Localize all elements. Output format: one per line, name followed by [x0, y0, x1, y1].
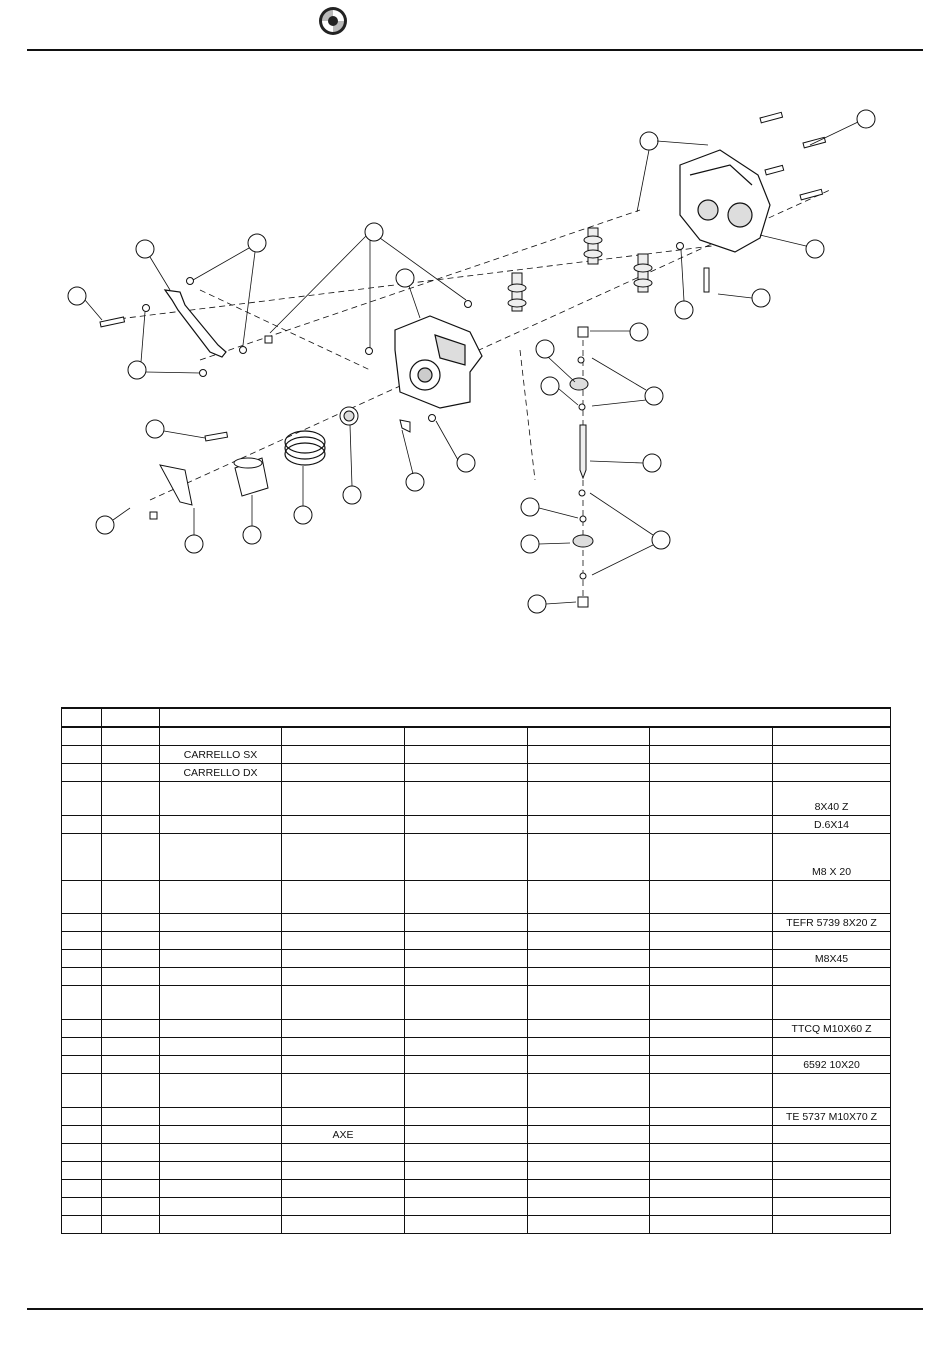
table-cell	[160, 1144, 282, 1162]
table-cell	[773, 1038, 891, 1056]
table-cell	[160, 1162, 282, 1180]
header-cell	[62, 708, 102, 727]
table-cell	[160, 1020, 282, 1038]
table-cell	[528, 1198, 650, 1216]
cell-text: 8X40 Z	[814, 801, 849, 813]
table-row	[62, 746, 891, 764]
table-cell	[405, 1056, 528, 1074]
shaft-icon	[508, 228, 652, 478]
table-cell	[650, 1162, 773, 1180]
table-cell	[528, 746, 650, 764]
table-cell	[102, 1038, 160, 1056]
table-cell	[528, 816, 650, 834]
cell-text: TE 5737 M10X70 Z	[785, 1111, 878, 1123]
table-row	[62, 834, 891, 881]
table-cell	[282, 727, 405, 746]
cell-text: AXE	[332, 1129, 354, 1141]
table-cell	[160, 932, 282, 950]
table-row	[62, 986, 891, 1020]
table-cell	[773, 1056, 891, 1074]
table-cell	[102, 932, 160, 950]
table-cell	[405, 914, 528, 932]
table-cell	[650, 1144, 773, 1162]
table-cell	[102, 1126, 160, 1144]
cell-text: TEFR 5739 8X20 Z	[786, 917, 877, 929]
table-cell	[62, 816, 102, 834]
table-cell	[405, 1038, 528, 1056]
table-cell	[102, 968, 160, 986]
table-cell	[528, 764, 650, 782]
table-cell	[528, 914, 650, 932]
table-cell	[62, 986, 102, 1020]
table-cell	[282, 1144, 405, 1162]
table-cell	[773, 1108, 891, 1126]
table-row	[62, 1038, 891, 1056]
table-cell	[282, 1162, 405, 1180]
table-row	[62, 968, 891, 986]
gearbox-housing-icon	[395, 316, 482, 408]
table-cell	[650, 1038, 773, 1056]
table-cell	[650, 782, 773, 816]
table-cell	[528, 1216, 650, 1234]
table-cell	[773, 746, 891, 764]
table-cell	[773, 1126, 891, 1144]
table-cell	[773, 1020, 891, 1038]
table-cell	[405, 950, 528, 968]
table-row	[62, 1216, 891, 1234]
table-cell	[405, 1144, 528, 1162]
header-rule	[27, 49, 923, 51]
table-cell	[650, 950, 773, 968]
table-row	[62, 1020, 891, 1038]
table-cell	[160, 782, 282, 816]
table-cell	[773, 1198, 891, 1216]
table-cell	[62, 1162, 102, 1180]
table-cell	[650, 1198, 773, 1216]
table-cell	[102, 1198, 160, 1216]
table-cell	[405, 1074, 528, 1108]
table-cell	[102, 914, 160, 932]
table-cell	[282, 1056, 405, 1074]
table-cell	[405, 746, 528, 764]
table-cell	[62, 1144, 102, 1162]
table-cell	[160, 950, 282, 968]
table-cell	[650, 986, 773, 1020]
table-cell	[62, 764, 102, 782]
table-cell	[102, 764, 160, 782]
table-cell	[528, 968, 650, 986]
table-cell	[160, 881, 282, 914]
table-cell	[650, 834, 773, 881]
table-cell	[650, 727, 773, 746]
table-cell	[62, 1038, 102, 1056]
cell-text: TTCQ M10X60 Z	[791, 1023, 872, 1035]
table-cell	[405, 816, 528, 834]
table-cell	[102, 834, 160, 881]
table-cell	[282, 1038, 405, 1056]
table-cell	[160, 1216, 282, 1234]
table-cell	[405, 1020, 528, 1038]
table-cell	[773, 1216, 891, 1234]
table-cell	[62, 1108, 102, 1126]
table-cell	[62, 914, 102, 932]
table-cell	[62, 1126, 102, 1144]
table-cell	[160, 764, 282, 782]
table-cell	[650, 746, 773, 764]
table-cell	[528, 1162, 650, 1180]
table-cell	[62, 782, 102, 816]
table-cell	[528, 782, 650, 816]
table-header-row	[62, 708, 891, 727]
table-row	[62, 816, 891, 834]
table-cell	[528, 986, 650, 1020]
table-cell	[773, 986, 891, 1020]
table-cell	[102, 782, 160, 816]
table-cell	[405, 1216, 528, 1234]
table-cell	[650, 816, 773, 834]
footer-rule	[27, 1308, 923, 1310]
cell-text: D.6X14	[814, 819, 850, 831]
table-cell	[102, 1020, 160, 1038]
table-cell	[405, 782, 528, 816]
table-cell	[282, 950, 405, 968]
table-cell	[62, 1198, 102, 1216]
header-cell	[160, 708, 891, 727]
table-cell	[160, 1198, 282, 1216]
table-cell	[62, 746, 102, 764]
table-cell	[650, 1180, 773, 1198]
table-cell	[102, 950, 160, 968]
table-row	[62, 782, 891, 816]
table-cell	[528, 932, 650, 950]
table-cell	[102, 881, 160, 914]
table-cell	[160, 834, 282, 881]
table-row	[62, 1198, 891, 1216]
table-cell	[282, 1020, 405, 1038]
table-cell	[282, 968, 405, 986]
table-cell	[282, 986, 405, 1020]
table-row	[62, 1144, 891, 1162]
table-cell	[773, 764, 891, 782]
table-cell	[160, 1056, 282, 1074]
table-row	[62, 1162, 891, 1180]
table-cell	[102, 746, 160, 764]
table-cell	[62, 881, 102, 914]
table-cell	[405, 1126, 528, 1144]
table-cell	[528, 881, 650, 914]
table-cell	[528, 1144, 650, 1162]
brand-spiral-logo-icon	[318, 6, 348, 36]
table-cell	[650, 1020, 773, 1038]
table-cell	[773, 1074, 891, 1108]
table-row	[62, 727, 891, 746]
table-cell	[62, 834, 102, 881]
table-cell	[773, 782, 891, 816]
table-cell	[282, 1180, 405, 1198]
table-row	[62, 1074, 891, 1108]
table-cell	[282, 1108, 405, 1126]
table-row	[62, 1180, 891, 1198]
table-cell	[405, 1180, 528, 1198]
table-cell	[282, 1126, 405, 1144]
cell-text: M8 X 20	[811, 866, 852, 878]
table-cell	[160, 1074, 282, 1108]
table-cell	[282, 782, 405, 816]
table-row	[62, 932, 891, 950]
table-cell	[102, 1180, 160, 1198]
table-cell	[102, 1162, 160, 1180]
table-cell	[773, 834, 891, 881]
table-cell	[650, 914, 773, 932]
table-cell	[773, 881, 891, 914]
table-cell	[102, 1144, 160, 1162]
table-cell	[282, 881, 405, 914]
table-cell	[62, 1074, 102, 1108]
table-cell	[528, 1108, 650, 1126]
table-cell	[282, 764, 405, 782]
table-cell	[160, 727, 282, 746]
table-cell	[282, 746, 405, 764]
table-cell	[405, 1108, 528, 1126]
table-cell	[62, 1020, 102, 1038]
table-row	[62, 881, 891, 914]
table-row	[62, 1126, 891, 1144]
table-cell	[773, 950, 891, 968]
table-cell	[650, 1056, 773, 1074]
table-cell	[160, 1180, 282, 1198]
table-cell	[528, 1126, 650, 1144]
table-cell	[528, 950, 650, 968]
table-cell	[102, 1108, 160, 1126]
table-cell	[282, 914, 405, 932]
table-cell	[528, 834, 650, 881]
table-cell	[102, 1074, 160, 1108]
table-cell	[62, 968, 102, 986]
cell-text: M8X45	[814, 953, 849, 965]
table-cell	[282, 834, 405, 881]
table-cell	[282, 1074, 405, 1108]
nut-icon	[150, 336, 586, 579]
header-cell	[102, 708, 160, 727]
table-cell	[528, 727, 650, 746]
carriage-housing-icon	[680, 150, 770, 252]
table-cell	[282, 1198, 405, 1216]
table-row	[62, 950, 891, 968]
pin-icon	[160, 420, 410, 505]
table-cell	[528, 1020, 650, 1038]
table-cell	[282, 1216, 405, 1234]
table-cell	[650, 968, 773, 986]
table-cell	[773, 1162, 891, 1180]
table-cell	[405, 932, 528, 950]
table-cell	[650, 764, 773, 782]
table-cell	[160, 1038, 282, 1056]
table-cell	[773, 727, 891, 746]
table-cell	[773, 914, 891, 932]
table-cell	[650, 932, 773, 950]
table-cell	[282, 932, 405, 950]
table-cell	[405, 1198, 528, 1216]
table-cell	[160, 746, 282, 764]
bracket-icon	[165, 290, 226, 357]
table-cell	[650, 1126, 773, 1144]
table-cell	[62, 932, 102, 950]
table-cell	[773, 968, 891, 986]
exploded-parts-diagram	[0, 90, 950, 650]
table-cell	[102, 816, 160, 834]
table-cell	[405, 986, 528, 1020]
table-cell	[528, 1038, 650, 1056]
table-cell	[62, 950, 102, 968]
table-cell	[650, 1108, 773, 1126]
cell-text: CARRELLO SX	[183, 749, 258, 761]
table-cell	[528, 1056, 650, 1074]
table-cell	[650, 1216, 773, 1234]
table-cell	[160, 986, 282, 1020]
table-cell	[650, 1074, 773, 1108]
table-row	[62, 914, 891, 932]
table-cell	[405, 764, 528, 782]
table-cell	[62, 1216, 102, 1234]
cell-text: CARRELLO DX	[183, 767, 258, 779]
table-cell	[773, 816, 891, 834]
table-cell	[102, 1056, 160, 1074]
table-cell	[160, 1108, 282, 1126]
table-cell	[528, 1074, 650, 1108]
parts-table	[61, 707, 891, 1234]
table-cell	[62, 1180, 102, 1198]
table-cell	[405, 881, 528, 914]
table-cell	[405, 727, 528, 746]
table-cell	[405, 968, 528, 986]
table-cell	[282, 816, 405, 834]
table-cell	[62, 1056, 102, 1074]
table-cell	[528, 1180, 650, 1198]
table-row	[62, 1108, 891, 1126]
table-row	[62, 764, 891, 782]
table-cell	[160, 1126, 282, 1144]
table-cell	[102, 986, 160, 1020]
table-cell	[773, 932, 891, 950]
table-cell	[405, 834, 528, 881]
table-cell	[773, 1144, 891, 1162]
table-cell	[650, 881, 773, 914]
table-cell	[160, 914, 282, 932]
table-row	[62, 1056, 891, 1074]
table-cell	[405, 1162, 528, 1180]
table-cell	[160, 968, 282, 986]
table-cell	[773, 1180, 891, 1198]
table-cell	[102, 1216, 160, 1234]
table-cell	[102, 727, 160, 746]
table-cell	[160, 816, 282, 834]
cell-text: 6592 10X20	[803, 1059, 860, 1071]
table-cell	[62, 727, 102, 746]
